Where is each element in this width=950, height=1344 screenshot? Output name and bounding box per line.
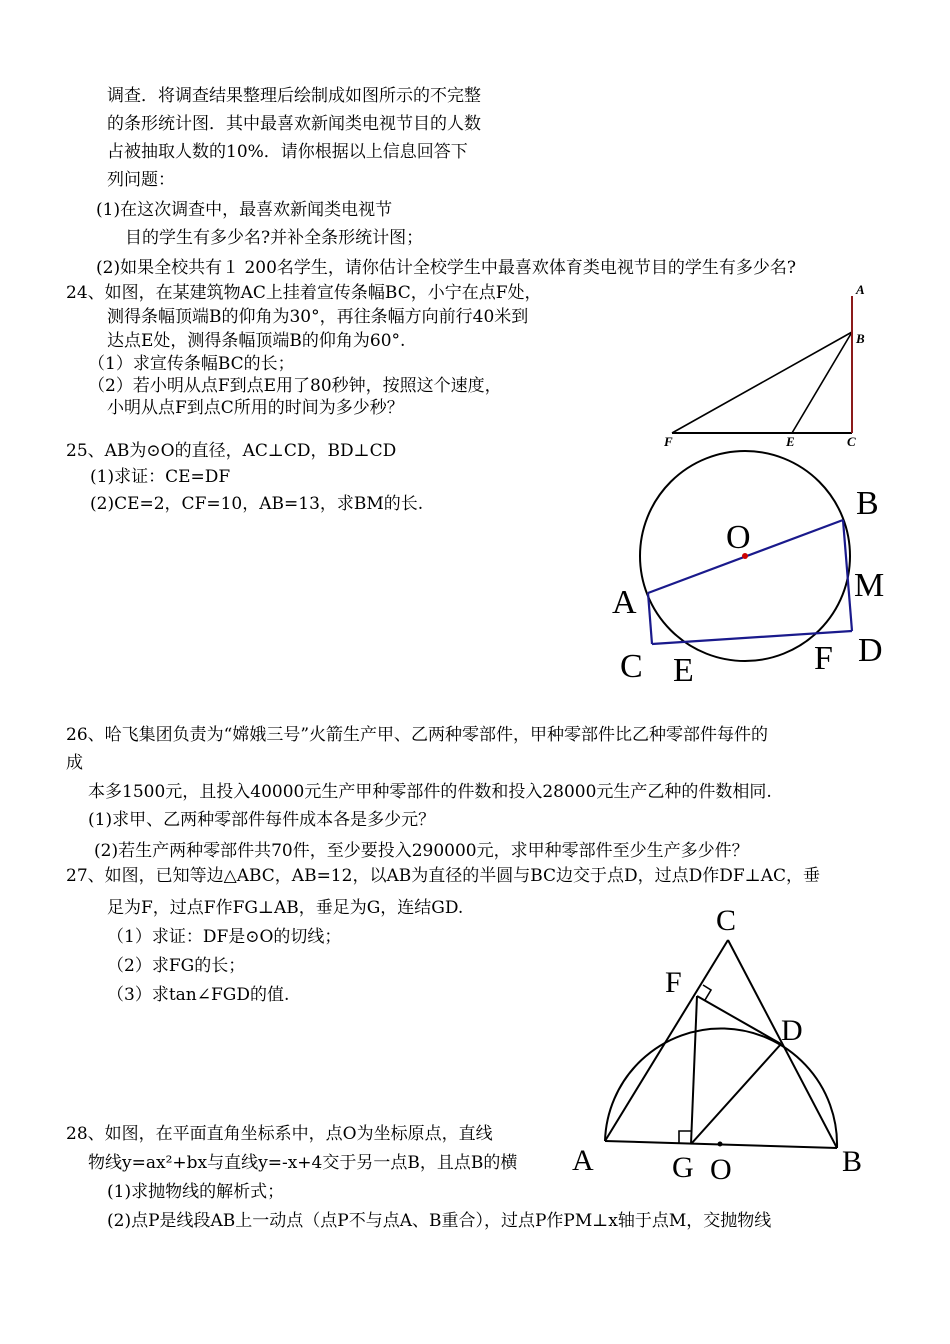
q23-line-4: 列问题： (107, 170, 175, 190)
q25-label-E: E (673, 652, 694, 689)
q24-subq-1: （1）求宣传条幅BC的长； (88, 354, 295, 374)
q26-line-3: 本多1500元，且投入40000元生产甲种零部件的件数和投入28000元生产乙种的件数相同. (88, 782, 772, 802)
q25-label-C: C (620, 648, 643, 685)
q27-label-A: A (572, 1144, 594, 1177)
q25-label-B: B (856, 485, 879, 522)
q24-label-A: A (856, 282, 865, 297)
q23-subq-2: (2)如果全校共有１ 200名学生，请你估计全校学生中最喜欢体育类电视节目的学生有多少名? (96, 258, 797, 278)
q25-line-1: 25、AB为⊙O的直径，AC⊥CD，BD⊥CD (66, 441, 397, 461)
q27-subq-2: （2）求FG的长； (107, 956, 246, 976)
q27-right-angle-F (703, 985, 711, 1000)
q27-line-2: 足为F，过点F作FG⊥AB，垂足为G，连结GD. (107, 898, 464, 918)
q27-label-F: F (665, 966, 682, 999)
q27-label-D: D (781, 1014, 803, 1047)
q24-label-B: B (856, 331, 865, 346)
q24-line-3: 达点E处，测得条幅顶端B的仰角为60°. (107, 331, 406, 351)
q27-label-B: B (842, 1145, 863, 1178)
q23-line-1: 调查．将调查结果整理后绘制成如图所示的不完整 (107, 86, 481, 106)
q28-line-1: 28、如图，在平面直角坐标系中，点O为坐标原点，直线 (66, 1124, 493, 1144)
q27-label-O: O (710, 1153, 732, 1186)
q25-label-M: M (854, 567, 885, 604)
q28-subq-2: (2)点P是线段AB上一动点（点P不与点A、B重合），过点P作PM⊥x轴于点M，交抛物线 (107, 1211, 772, 1231)
q27-subq-1: （1）求证：DF是⊙O的切线； (107, 927, 342, 947)
q27-label-G: G (672, 1151, 694, 1184)
q25-label-D: D (858, 632, 883, 669)
q24-line-1: 24、如图，在某建筑物AC上挂着宣传条幅BC，小宁在点F处， (66, 283, 542, 303)
q28-subq-1: (1)求抛物线的解析式； (107, 1182, 285, 1202)
q25-subq-2: (2)CE=2，CF=10，AB=13，求BM的长. (90, 494, 424, 514)
q25-subq-1: (1)求证：CE=DF (90, 467, 231, 487)
q27-right-angle-G (679, 1131, 691, 1143)
q23-line-2: 的条形统计图．其中最喜欢新闻类电视节目的人数 (107, 114, 481, 134)
q24-label-E: E (786, 434, 795, 449)
q23-line-3: 占被抽取人数的10%．请你根据以上信息回答下 (107, 142, 468, 162)
q28-line-2: 物线y=ax²+bx与直线y=-x+4交于另一点B，且点B的横 (88, 1153, 518, 1173)
q24-label-C: C (847, 434, 856, 449)
q24-label-F: F (664, 434, 673, 449)
q26-line-1: 26、哈飞集团负责为“嫦娥三号”火箭生产甲、乙两种零部件，甲种零部件比乙种零部件每件的 (66, 725, 769, 745)
q23-subq-1: (1)在这次调查中，最喜欢新闻类电视节 (96, 200, 393, 220)
q27-center-point (718, 1142, 723, 1147)
q26-subq-2: (2)若生产两种零部件共70件，至少要投入290000元，求甲种零部件至少生产多少件？ (94, 841, 749, 861)
q27-line-1: 27、如图，已知等边△ABC，AB=12，以AB为直径的半圆与BC边交于点D，过点D作DF⊥AC，垂 (66, 866, 820, 886)
q27-line-GD (691, 1044, 781, 1144)
q25-label-A: A (612, 584, 637, 621)
q25-label-F: F (814, 640, 833, 677)
q24-line-2: 测得条幅顶端B的仰角为30°，再往条幅方向前行40米到 (107, 307, 529, 327)
q27-line-FD (697, 996, 781, 1044)
q27-label-C: C (716, 904, 737, 937)
q27-line-FG (691, 996, 697, 1144)
q24-subq-2-cont: 小明从点F到点C所用的时间为多少秒？ (107, 398, 404, 418)
q27-subq-3: （3）求tan∠FGD的值. (107, 985, 290, 1005)
q26-line-2: 成 (66, 753, 83, 773)
q24-subq-2: （2）若小明从点F到点E用了80秒钟，按照这个速度， (88, 376, 502, 396)
q26-subq-1: (1)求甲、乙两种零部件每件成本各是多少元？ (88, 810, 436, 830)
q25-label-O: O (726, 519, 751, 556)
q23-subq-1-cont: 目的学生有多少名?并补全条形统计图； (125, 228, 424, 248)
